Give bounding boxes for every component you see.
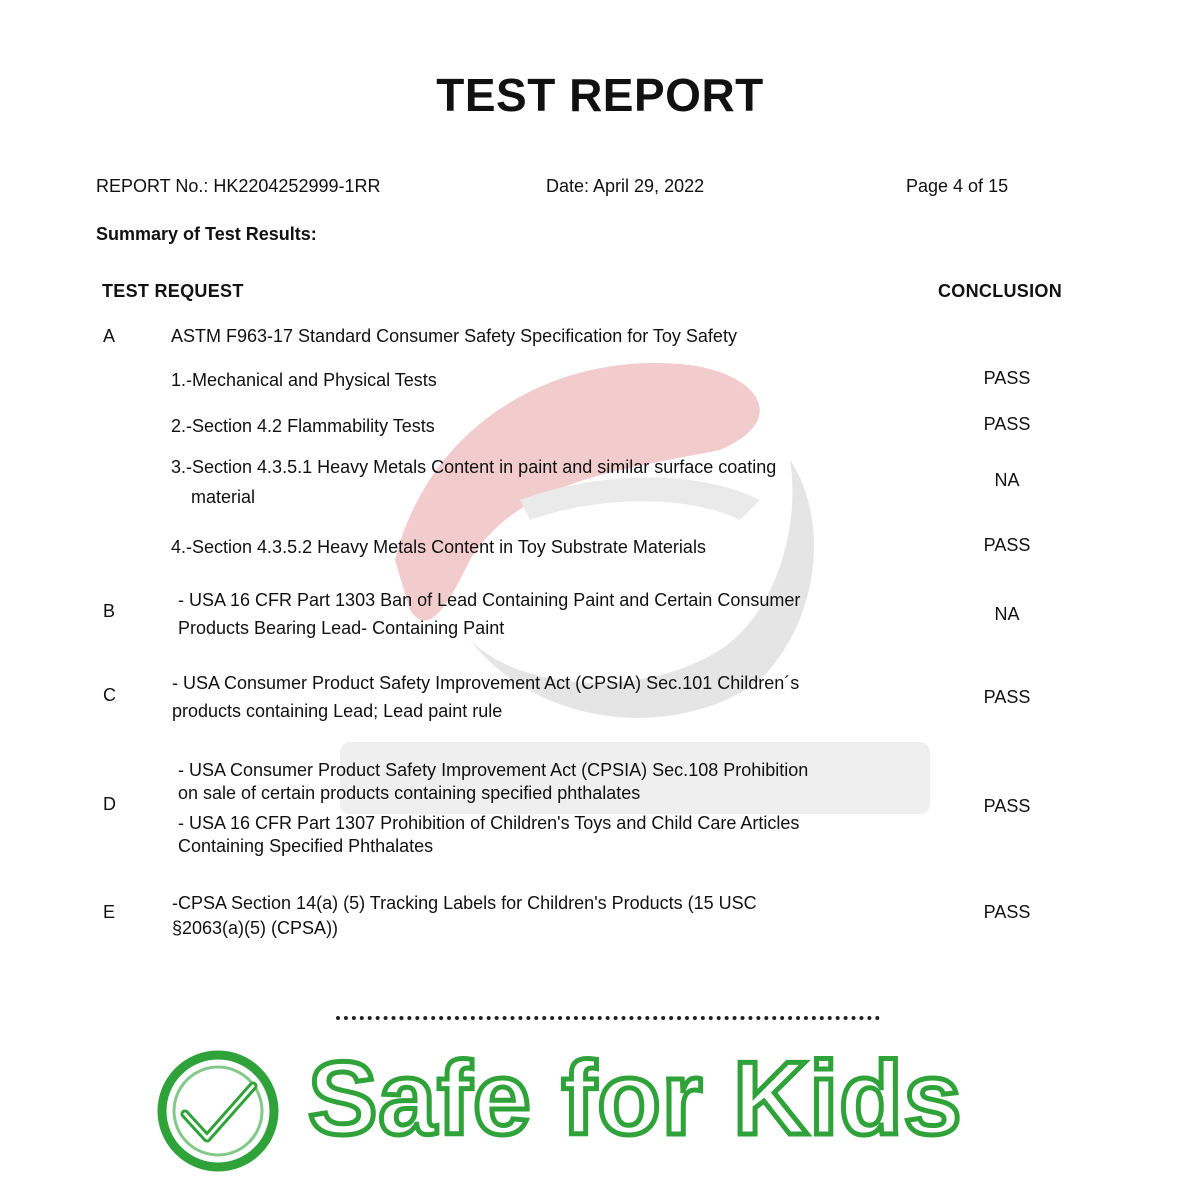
row-letter: D	[103, 794, 116, 814]
report-number: REPORT No.: HK2204252999-1RR	[96, 176, 381, 196]
row-a3-line2: material	[191, 487, 256, 507]
row-letter: C	[103, 685, 116, 705]
row-d1-line2: on sale of certain products containing specified phthalates	[178, 783, 641, 803]
row-b-line2: Products Bearing Lead- Containing Paint	[178, 618, 505, 638]
row-a1-text: 1.-Mechanical and Physical Tests	[171, 370, 437, 390]
row-letter: A	[103, 326, 116, 346]
row-letter: E	[103, 902, 116, 922]
row-e-result: PASS	[983, 902, 1031, 922]
safe-for-kids-label: Safe for Kids	[308, 1041, 963, 1157]
row-a3-line1: 3.-Section 4.3.5.1 Heavy Metals Content in paint and similar surface coating	[171, 457, 777, 477]
row-b-line1: - USA 16 CFR Part 1303 Ban of Lead Containing Paint and Certain Consumer	[178, 590, 801, 610]
row-c-line1: - USA Consumer Product Safety Improvement Act (CPSIA) Sec.101 Children´s	[172, 673, 800, 693]
report-date: Date: April 29, 2022	[546, 176, 705, 196]
row-e-line2: §2063(a)(5) (CPSA))	[172, 918, 339, 938]
dotted-divider	[336, 1016, 880, 1020]
row-d1-line1: - USA Consumer Product Safety Improvement Act (CPSIA) Sec.108 Prohibition	[178, 760, 809, 780]
row-e-line1: -CPSA Section 14(a) (5) Tracking Labels for Children's Products (15 USC	[172, 893, 757, 913]
row-a3-result: NA	[994, 470, 1020, 490]
page-indicator: Page 4 of 15	[906, 176, 1009, 196]
row-c-result: PASS	[983, 687, 1031, 707]
row-d-result: PASS	[983, 796, 1031, 816]
row-letter: B	[103, 601, 116, 621]
report-title: TEST REPORT	[436, 69, 764, 121]
row-d2-line1: - USA 16 CFR Part 1307 Prohibition of Children's Toys and Child Care Articles	[178, 813, 800, 833]
checkmark-circle-icon	[155, 1048, 281, 1174]
row-a2-text: 2.-Section 4.2 Flammability Tests	[171, 416, 435, 436]
row-c-line2: products containing Lead; Lead paint rule	[172, 701, 503, 721]
column-header-request: TEST REQUEST	[102, 281, 244, 301]
column-header-conclusion: CONCLUSION	[938, 281, 1062, 301]
row-a1-result: PASS	[983, 368, 1031, 388]
summary-label: Summary of Test Results:	[96, 224, 317, 244]
row-a4-result: PASS	[983, 535, 1031, 555]
row-a-title: ASTM F963-17 Standard Consumer Safety Specification for Toy Safety	[171, 326, 737, 346]
row-a4-text: 4.-Section 4.3.5.2 Heavy Metals Content in Toy Substrate Materials	[171, 537, 706, 557]
row-d2-line2: Containing Specified Phthalates	[178, 836, 434, 856]
row-a2-result: PASS	[983, 414, 1031, 434]
row-b-result: NA	[994, 604, 1020, 624]
